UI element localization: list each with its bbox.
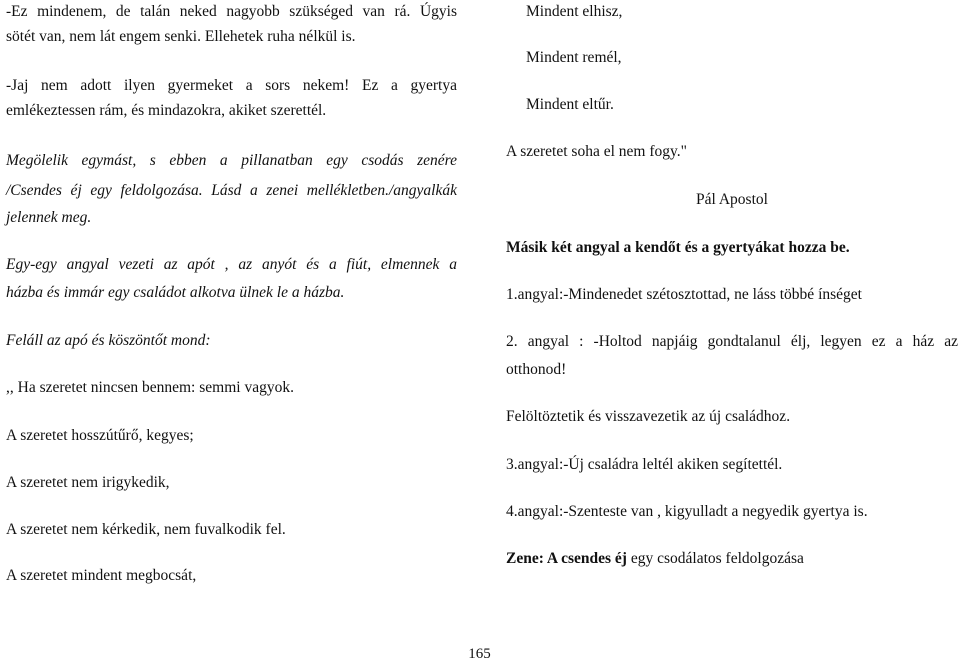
music-note-line (506, 550, 804, 568)
stage-direction: Másik két angyal a kendőt és a gyertyákat hozza be. (506, 239, 850, 256)
quote-line: A szeretet nem kérkedik, nem fuvalkodik fel. (6, 521, 286, 538)
quote-line: A szeretet nem irigykedik, (6, 474, 170, 491)
text-line: -Jaj nem adott ilyen gyermeket a sors nekem! Ez a gyertya (6, 77, 457, 94)
quote-line: Mindent eltűr. (526, 96, 614, 113)
stage-direction: házba és immár egy családot alkotva ülnek le a házba. (6, 284, 345, 301)
stage-direction: jelennek meg. (6, 209, 92, 226)
page-number: 165 (468, 646, 491, 662)
music-description: egy csodálatos feldolgozása (626, 550, 804, 567)
dialogue-line: 3.angyal:-Új családra leltél akiken segítettél. (506, 456, 783, 473)
quote-line: A szeretet hosszútűrő, kegyes; (6, 427, 194, 444)
quote-line: A szeretet soha el nem fogy." (506, 143, 687, 160)
stage-direction: Egy-egy angyal vezeti az apót , az anyót és a fiút, elmennek a (6, 256, 457, 273)
quote-line: Mindent remél, (526, 49, 622, 66)
stage-direction: Feláll az apó és köszöntőt mond: (6, 332, 211, 349)
quote-line: ,, Ha szeretet nincsen bennem: semmi vagyok. (6, 379, 294, 396)
dialogue-line: 1.angyal:-Mindenedet szétosztottad, ne láss többé ínséget (506, 286, 862, 303)
stage-direction: /Csendes éj egy feldolgozása. Lásd a zenei mellékletben./angyalkák (6, 182, 457, 199)
quote-line: Mindent elhisz, (526, 3, 623, 20)
dialogue-line: 4.angyal:-Szenteste van , kigyulladt a negyedik gyertya is. (506, 503, 868, 520)
music-label: Zene: A csendes éj (506, 550, 627, 567)
quote-line: A szeretet mindent megbocsát, (6, 567, 197, 584)
dialogue-line: otthonod! (506, 361, 567, 378)
text-line: sötét van, nem lát engem senki. Ellehetek ruha nélkül is. (6, 28, 356, 45)
text-line: Felöltöztetik és visszavezetik az új családhoz. (506, 408, 791, 425)
dialogue-line: 2. angyal : -Holtod napjáig gondtalanul élj, legyen ez a ház az (506, 333, 958, 350)
text-line: -Ez mindenem, de talán neked nagyobb szükséged van rá. Úgyis (6, 3, 457, 20)
stage-direction: Megölelik egymást, s ebben a pillanatban egy csodás zenére (6, 152, 457, 169)
text-line: emlékeztessen rám, és mindazokra, akiket szerettél. (6, 102, 327, 119)
quote-attribution: Pál Apostol (696, 191, 768, 208)
